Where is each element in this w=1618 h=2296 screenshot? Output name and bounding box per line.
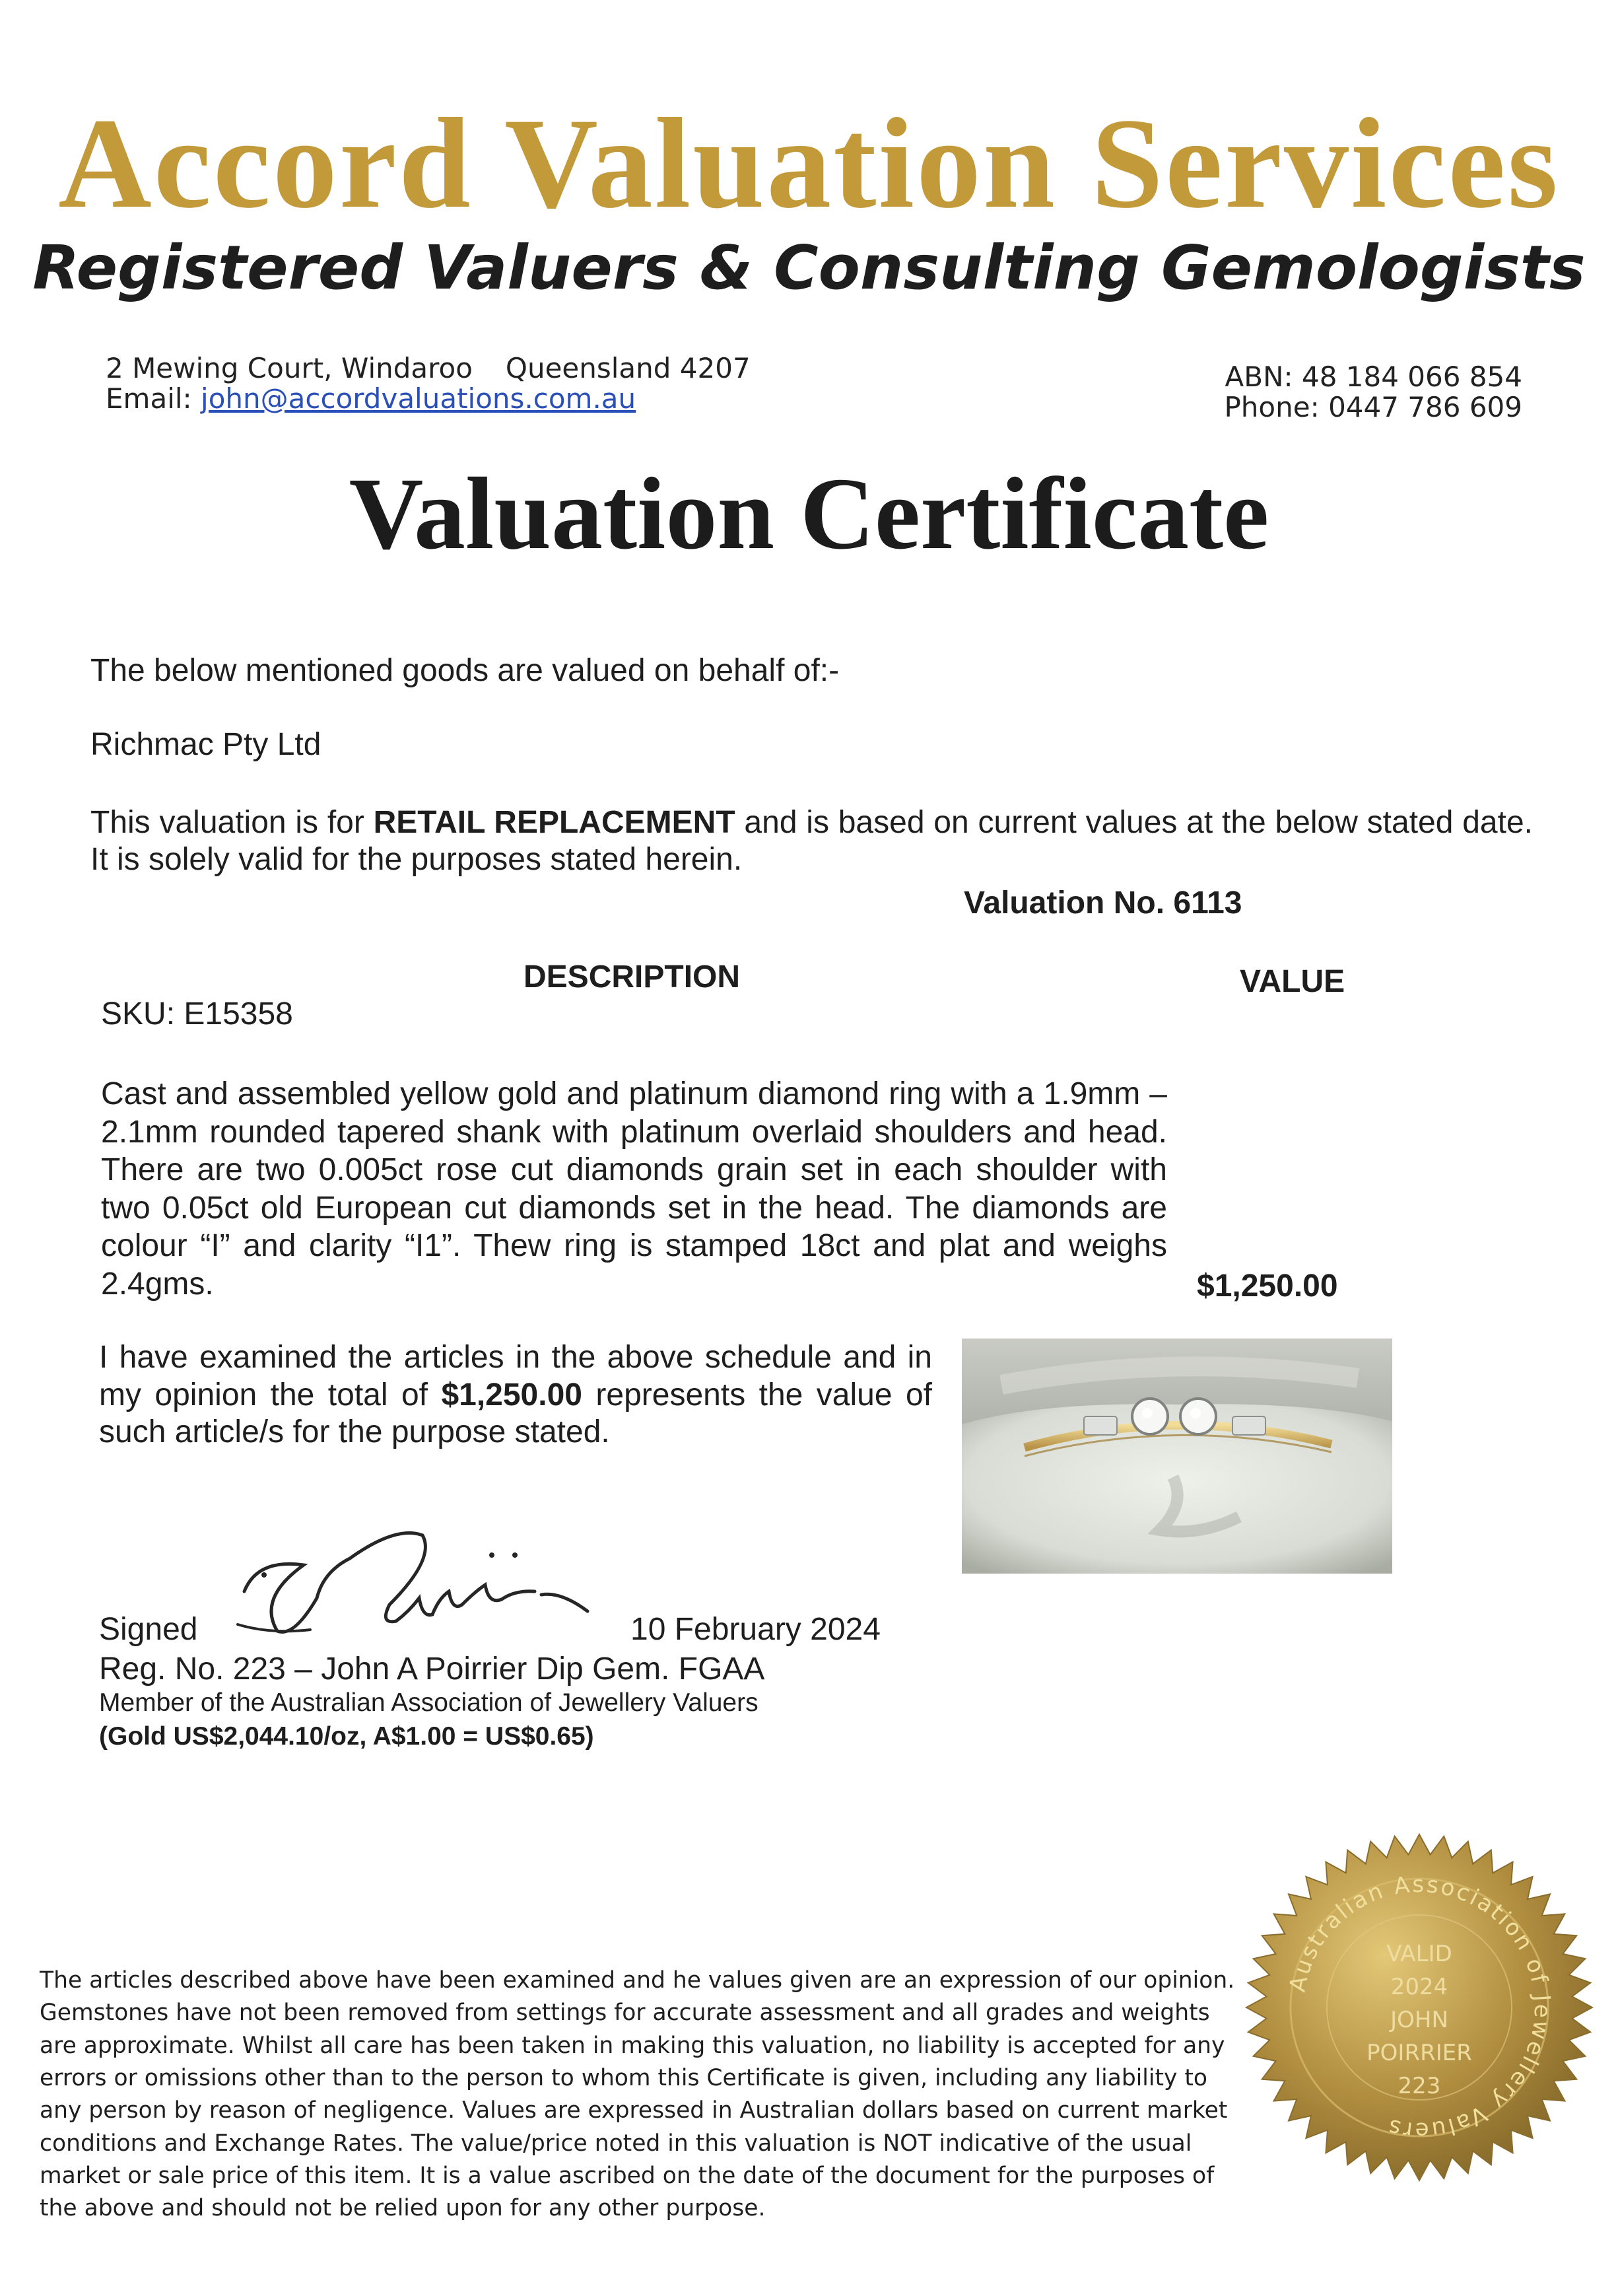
phone: Phone: 0447 786 609: [1224, 391, 1522, 424]
disclaimer-line: The articles described above have been examined and he values given are an expression of our opinion.: [40, 1967, 1235, 1994]
item-value: $1,250.00: [1197, 1269, 1338, 1304]
seal-ring-text: Australian Association of Jewellery Valuers: [1284, 1871, 1556, 2144]
purpose-paragraph: [90, 804, 1533, 878]
street-address: 2 Mewing Court, Windaroo: [106, 352, 473, 384]
ring-photo: [962, 1339, 1392, 1574]
handwritten-signature: [231, 1519, 614, 1651]
email-label: Email:: [106, 382, 192, 415]
seal-surname: POIRRIER: [1366, 2040, 1472, 2066]
ring-illustration: [962, 1339, 1392, 1574]
behalf-text: The below mentioned goods are valued on behalf of:-: [90, 653, 840, 688]
registration: Reg. No. 223 – John A Poirrier Dip Gem. FGAA: [99, 1652, 765, 1687]
client-name: Richmac Pty Ltd: [90, 727, 321, 762]
disclaimer-line: are approximate. Whilst all care has been taken in making this valuation, no liability is accepted for any: [40, 2032, 1225, 2059]
purpose-type: RETAIL REPLACEMENT: [373, 805, 735, 840]
seal-year: 2024: [1390, 1974, 1448, 2000]
certificate-title: Valuation Certificate: [349, 456, 1269, 571]
item-description: Cast and assembled yellow gold and platinum diamond ring with a 1.9mm – 2.1mm rounded tapered shank with platinum overlaid shoulders and head. There are two 0.005ct rose cut diamonds grain set in each shoulder with two 0.05ct old European cut diamonds set in the head. The diamonds are colour “I” and clarity “I1”. Thew ring is stamped 18ct and plat and weighs 2.4gms.: [101, 1076, 1167, 1302]
purpose-suffix: and is based on current values at the below stated date. It is solely valid for the purposes stated herein.: [90, 805, 1533, 878]
opinion-total: $1,250.00: [441, 1377, 582, 1412]
seal-number: 223: [1398, 2073, 1441, 2099]
contact-business: [1224, 362, 1522, 423]
company-tagline: Registered Valuers & Consulting Gemologists: [32, 232, 1586, 303]
opinion-suffix: represents the value of such article/s for the purpose stated.: [99, 1377, 932, 1450]
email-line: [106, 384, 751, 414]
contact-address: [106, 353, 751, 414]
signed-label: Signed: [99, 1612, 198, 1647]
opinion-prefix: I have examined the articles in the above schedule and in my opinion the total of: [99, 1340, 932, 1412]
opinion-paragraph: [99, 1339, 932, 1451]
disclaimer-line: Gemstones have not been removed from settings for accurate assessment and all grades and weights: [40, 2000, 1210, 2027]
state-postcode: Queensland 4207: [505, 352, 751, 384]
seal-valid: VALID: [1386, 1941, 1452, 1967]
disclaimer-line: the above and should not be relied upon for any other purpose.: [40, 2195, 766, 2222]
email-link[interactable]: john@accordvaluations.com.au: [201, 382, 636, 415]
value-header: VALUE: [1240, 964, 1345, 999]
address-line: [106, 353, 751, 384]
purpose-prefix: This valuation is for: [90, 805, 364, 840]
valuation-number: Valuation No. 6113: [964, 886, 1242, 921]
abn: ABN: 48 184 066 854: [1225, 361, 1522, 393]
membership: Member of the Australian Association of Jewellery Valuers: [99, 1688, 758, 1717]
disclaimer-line: errors or omissions other than to the person to whom this Certificate is given, including any liability to: [40, 2064, 1208, 2091]
exchange-rates: (Gold US$2,044.10/oz, A$1.00 = US$0.65): [99, 1722, 594, 1751]
disclaimer-line: market or sale price of this item. It is a value ascribed on the date of the document for the purposes of: [40, 2162, 1215, 2189]
disclaimer-line: conditions and Exchange Rates. The value/price noted in this valuation is NOT indicative of the usual: [40, 2130, 1192, 2157]
disclaimer: [40, 1965, 1234, 2225]
seal-first-name: JOHN: [1390, 2007, 1448, 2033]
description-header: DESCRIPTION: [523, 959, 741, 994]
gold-seal: [1241, 1829, 1598, 2186]
signature-date: 10 February 2024: [630, 1612, 881, 1647]
sku: SKU: E15358: [101, 996, 293, 1031]
company-name: Accord Valuation Services: [58, 92, 1560, 235]
disclaimer-line: any person by reason of negligence. Values are expressed in Australian dollars based on current market: [40, 2097, 1228, 2124]
